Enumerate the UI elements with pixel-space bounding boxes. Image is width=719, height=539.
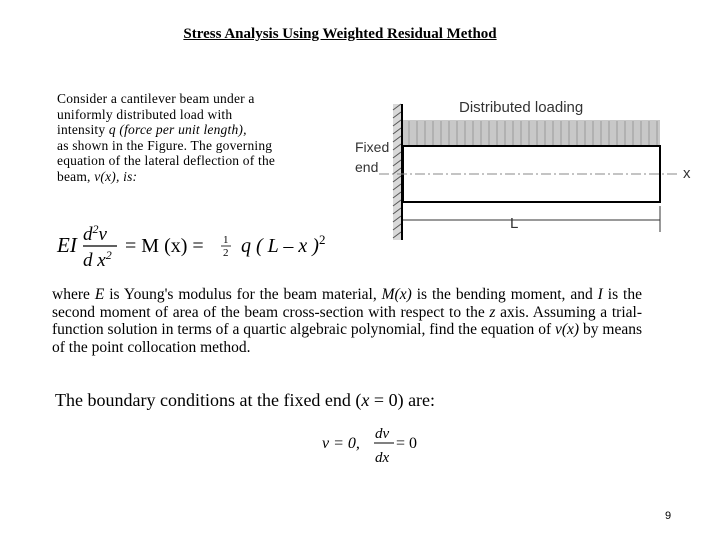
intro-italic-text: v(x), is: — [94, 168, 138, 184]
beam-diagram — [349, 90, 709, 240]
distributed-load-band — [403, 120, 660, 146]
body-text: is the bending moment, and — [411, 286, 598, 303]
body-text: is Young's modulus for the beam material, — [104, 286, 382, 303]
eq-half-num: 1 — [223, 234, 229, 246]
bc-eq-left: v = 0, — [322, 435, 360, 452]
boundary-equation-svg — [318, 422, 438, 470]
eq-den: d x — [83, 250, 106, 271]
problem-statement — [52, 286, 642, 356]
load-label: Distributed loading — [459, 99, 584, 116]
intro-line: equation of the lateral deflection of the — [57, 153, 276, 168]
cantilever-beam-figure — [349, 90, 709, 240]
intro-line: Consider a cantilever beam under a — [57, 91, 255, 106]
bc-deriv-num: dv — [375, 426, 390, 442]
bc-deriv-den: dx — [375, 450, 390, 466]
body-text: axis. Assuming a trial-function solution in terms of a quartic algebraic polynomial, find the equation of — [52, 303, 642, 338]
eq-den-sup: 2 — [105, 248, 112, 262]
body-var: M(x) — [381, 286, 412, 303]
axis-x-label: x — [683, 165, 691, 182]
end-label: end — [355, 159, 379, 175]
bc-eq-right: = 0 — [396, 435, 418, 452]
intro-line: uniformly distributed load with — [57, 106, 233, 122]
eq-rhs: = M (x) = — [125, 235, 204, 257]
eq-tail: q ( L – x ) — [241, 235, 319, 257]
governing-equation — [55, 222, 365, 272]
eq-num-d: d — [83, 224, 93, 245]
intro-italic-text: q (force per unit length), — [108, 122, 247, 137]
eq-tail-sup: 2 — [318, 232, 326, 247]
body-text: by means of the point collocation method. — [52, 321, 642, 356]
boundary-conditions-text — [55, 390, 435, 411]
eq-ei: EI — [57, 233, 77, 257]
intro-line — [57, 169, 317, 185]
intro-text: intensity — [57, 122, 109, 137]
bc-text: The boundary conditions at the fixed end ( — [55, 390, 362, 410]
slide-title: Stress Analysis Using Weighted Residual Method — [183, 26, 497, 42]
eq-num-sup: 2 — [92, 222, 99, 236]
body-var: v(x) — [555, 321, 580, 338]
body-text: where — [52, 286, 95, 303]
svg-text:d2v — [83, 222, 108, 245]
eq-num-v: v — [98, 224, 107, 245]
intro-paragraph — [57, 91, 317, 184]
body-var: z — [489, 303, 496, 321]
intro-line — [57, 122, 317, 138]
body-var: I — [597, 286, 603, 303]
page-number: 9 — [665, 510, 672, 522]
body-var: E — [94, 286, 105, 303]
bc-text: = 0) are: — [369, 390, 436, 410]
body-text: is the second moment of area of the beam cross-section with respect to the — [52, 286, 642, 321]
intro-line: as shown in the Figure. The governing — [57, 137, 273, 153]
eq-half-den: 2 — [223, 247, 229, 259]
fixed-label: Fixed — [355, 139, 390, 155]
governing-equation-svg — [55, 222, 365, 272]
intro-text: beam, — [57, 168, 95, 184]
boundary-equation — [318, 422, 438, 470]
svg-text:d x2 — [83, 248, 112, 271]
bc-var: x — [361, 390, 370, 410]
svg-text:q ( L – x )2 — [241, 232, 325, 257]
length-label: L — [510, 215, 519, 232]
